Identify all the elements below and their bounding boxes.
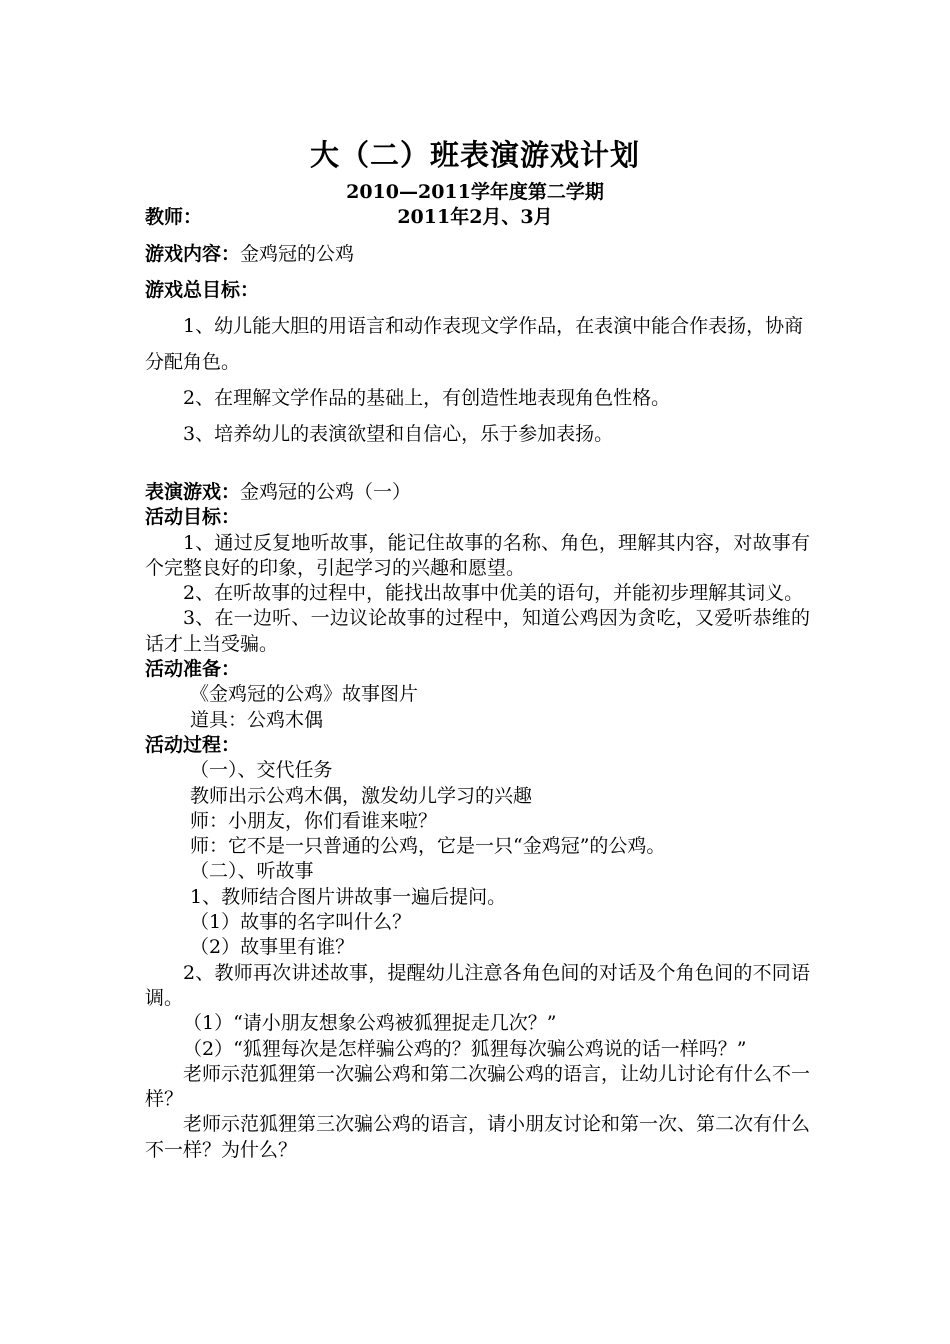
overall-goal-item: 1、幼儿能大胆的用语言和动作表现文学作品，在表演中能合作表扬，协商分配角色。 bbox=[145, 315, 804, 373]
process-step: （2）故事里有谁？ bbox=[190, 936, 355, 959]
overview-section bbox=[145, 236, 810, 452]
process-step: 老师示范狐狸第一次骗公鸡和第二次骗公鸡的语言，让幼儿讨论有什么不一样？ bbox=[145, 1062, 811, 1111]
process-step: （1）故事的名字叫什么？ bbox=[190, 911, 412, 934]
overall-goals-label: 游戏总目标： bbox=[145, 279, 260, 301]
performance-game-label: 表演游戏： bbox=[145, 481, 241, 503]
activity-objectives-label: 活动目标： bbox=[145, 506, 241, 529]
process-step: 师：小朋友，你们看谁来啦？ bbox=[190, 809, 438, 832]
semester-line: 2010—2011学年度第二学期 bbox=[346, 181, 604, 203]
document-title: 大（二）班表演游戏计划 bbox=[309, 138, 640, 172]
game-content-label: 游戏内容： bbox=[145, 243, 241, 265]
process-step: 教师出示公鸡木偶，激发幼儿学习的兴趣 bbox=[190, 784, 533, 807]
lesson-section bbox=[145, 480, 810, 1163]
objective-item: 2、在听故事的过程中，能找出故事中优美的语句，并能初步理解其词义。 bbox=[183, 582, 804, 605]
activity-process-label: 活动过程： bbox=[145, 733, 241, 756]
process-step: 1、教师结合图片讲故事一遍后提问。 bbox=[190, 885, 507, 908]
game-content-line bbox=[145, 236, 810, 272]
performance-game-value: 金鸡冠的公鸡（一） bbox=[240, 481, 412, 503]
process-step: 老师示范狐狸第三次骗公鸡的语言，请小朋友讨论和第一次、第二次有什么不一样？为什么？ bbox=[145, 1113, 811, 1161]
overall-goal-item: 2、在理解文学作品的基础上，有创造性地表现角色性格。 bbox=[183, 387, 671, 409]
prep-item: 《金鸡冠的公鸡》故事图片 bbox=[190, 683, 419, 706]
process-step: 师：它不是一只普通的公鸡，它是一只“金鸡冠”的公鸡。 bbox=[190, 835, 666, 858]
objective-item: 3、在一边听、一边议论故事的过程中，知道公鸡因为贪吃，又爱听恭维的话才上当受骗。 bbox=[145, 607, 810, 655]
teacher-label: 教师： bbox=[145, 206, 203, 228]
objective-item: 1、通过反复地听故事，能记住故事的名称、角色，理解其内容，对故事有个完整良好的印象，引起学习的兴趣和愿望。 bbox=[145, 531, 810, 579]
process-step: （二）、听故事 bbox=[190, 860, 314, 883]
process-step: （一）、交代任务 bbox=[190, 759, 333, 782]
game-content-value: 金鸡冠的公鸡 bbox=[240, 243, 355, 265]
activity-prep-label: 活动准备： bbox=[145, 658, 241, 681]
prep-item: 道具：公鸡木偶 bbox=[190, 708, 324, 731]
process-step: 2、教师再次讲述故事，提醒幼儿注意各角色间的对话及个角色间的不同语调。 bbox=[145, 961, 810, 1009]
process-step: （1）“请小朋友想象公鸡被狐狸捉走几次？” bbox=[183, 1012, 557, 1035]
performance-game-line bbox=[145, 480, 810, 505]
process-step: （2）“狐狸每次是怎样骗公鸡的？狐狸每次骗公鸡说的话一样吗？” bbox=[183, 1037, 747, 1060]
date-line: 2011年2月、3月 bbox=[397, 206, 553, 228]
overall-goal-item: 3、培养幼儿的表演欲望和自信心，乐于参加表扬。 bbox=[183, 423, 614, 445]
